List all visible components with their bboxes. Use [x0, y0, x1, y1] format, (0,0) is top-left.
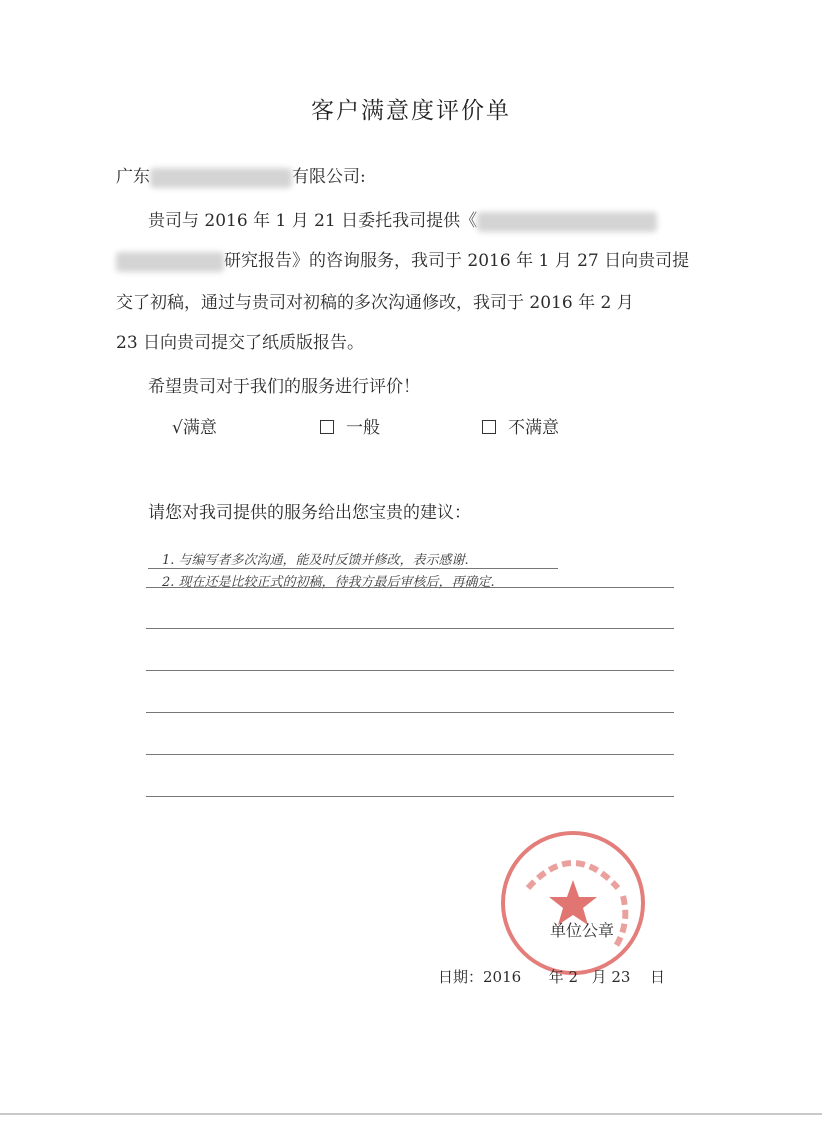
writing-rule: [146, 587, 674, 588]
body-line-2: [116, 246, 689, 272]
date-line: [438, 966, 665, 987]
option-unsatisfied[interactable]: [482, 413, 559, 438]
redacted-report-name: [477, 212, 657, 232]
option-label: 不满意: [508, 418, 559, 438]
writing-rule: [146, 754, 674, 755]
writing-rule: [146, 670, 674, 671]
suggestion-line-2: 2. 现在还是比较正式的初稿，待我方最后审核后，再确定.: [162, 575, 495, 590]
option-average[interactable]: [320, 413, 380, 438]
page-title: 客户满意度评价单: [311, 98, 511, 124]
body-line-4: 23 日向贵司提交了纸质版报告。: [116, 333, 365, 353]
recipient-line: [116, 162, 366, 188]
writing-rule: [146, 712, 674, 713]
scan-edge: [0, 1113, 822, 1115]
date-label: 日期：2016: [438, 968, 522, 986]
date-day-suffix: 日: [650, 968, 666, 986]
checkbox-icon: [482, 420, 496, 434]
option-satisfied[interactable]: [172, 413, 217, 438]
suggestion-line-1: 1. 与编写者多次沟通，能及时反馈并修改，表示感谢.: [162, 553, 469, 568]
body-line-1: [148, 206, 657, 232]
date-month-suffix: 月 23: [591, 968, 631, 986]
checkbox-icon: [320, 420, 334, 434]
seal-label: 单位公章: [550, 921, 615, 940]
option-label: 满意: [182, 418, 217, 438]
recipient-suffix: 有限公司:: [292, 167, 366, 187]
redacted-report-name-cont: [116, 252, 224, 272]
recipient-prefix: 广东: [116, 167, 150, 187]
option-label: 一般: [346, 418, 380, 438]
body-text: 研究报告》的咨询服务，我司于 2016 年 1 月 27 日向贵司提: [224, 251, 690, 271]
writing-rule: [146, 628, 674, 629]
request-text: 希望贵司对于我们的服务进行评价！: [148, 377, 420, 397]
body-text: 贵司与 2016 年 1 月 21 日委托我司提供《: [148, 211, 478, 231]
company-seal: [498, 828, 648, 978]
check-mark-icon: √: [172, 418, 183, 438]
date-year-suffix: 年 2: [548, 968, 579, 986]
writing-rule: [148, 568, 558, 569]
suggestion-prompt: 请您对我司提供的服务给出您宝贵的建议：: [148, 503, 471, 523]
writing-rule: [146, 796, 674, 797]
redacted-company-name: [150, 168, 292, 188]
body-line-3: 交了初稿，通过与贵司对初稿的多次沟通修改，我司于 2016 年 2 月: [116, 293, 634, 313]
